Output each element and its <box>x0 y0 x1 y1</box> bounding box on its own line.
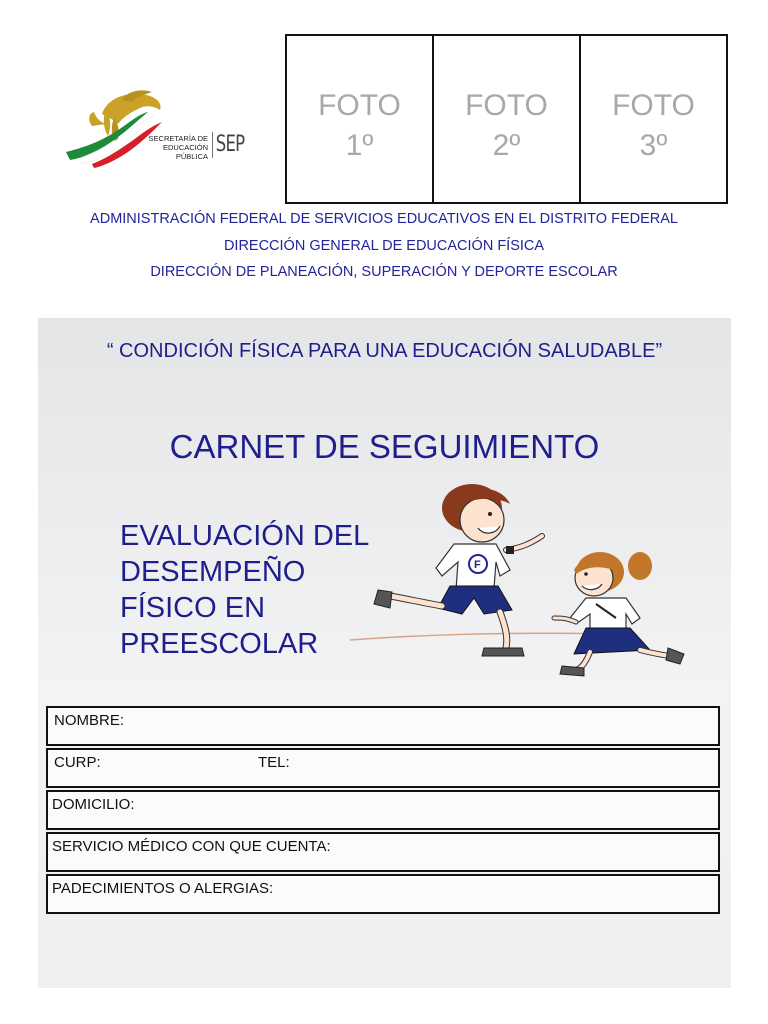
photo-number: 3º <box>639 129 668 162</box>
running-children-illustration <box>350 478 695 688</box>
student-info-form <box>46 706 720 914</box>
tel-label: TEL: <box>258 754 290 771</box>
logo-acronym: SEP <box>212 132 244 158</box>
document-subtitle: EVALUACIÓN DEL DESEMPEÑO FÍSICO EN PREESCOLAR <box>120 520 370 660</box>
photo-number: 2º <box>492 129 521 162</box>
photo-number: 1º <box>345 129 374 162</box>
photo-label: FOTO <box>318 89 401 122</box>
slogan: “ CONDICIÓN FÍSICA PARA UNA EDUCACIÓN SALUDABLE” <box>106 340 663 362</box>
photo-label: FOTO <box>465 89 548 122</box>
curp-tel-row[interactable] <box>46 748 720 788</box>
header-line-1: ADMINISTRACIÓN FEDERAL DE SERVICIOS EDUCATIVOS EN EL DISTRITO FEDERAL <box>90 211 678 227</box>
nombre-field[interactable] <box>46 706 720 746</box>
header-line-3: DIRECCIÓN DE PLANEACIÓN, SUPERACIÓN Y DEPORTE ESCOLAR <box>150 264 618 280</box>
domicilio-label: DOMICILIO: <box>52 796 135 813</box>
padecimientos-field[interactable] <box>46 874 720 914</box>
sep-logo <box>62 86 252 170</box>
curp-label: CURP: <box>54 754 101 771</box>
document-title: CARNET DE SEGUIMIENTO <box>169 428 600 465</box>
nombre-label: NOMBRE: <box>54 712 125 729</box>
servicio-medico-label: SERVICIO MÉDICO CON QUE CUENTA: <box>52 838 331 855</box>
photo-boxes <box>285 34 728 204</box>
logo-institution-name: SECRETARÍA DE EDUCACIÓN PÚBLICA <box>148 134 208 161</box>
photo-box-2 <box>432 34 581 204</box>
photo-label: FOTO <box>612 89 695 122</box>
padecimientos-label: PADECIMIENTOS O ALERGIAS: <box>52 880 274 897</box>
photo-box-1 <box>285 34 434 204</box>
header-line-2: DIRECCIÓN GENERAL DE EDUCACIÓN FÍSICA <box>223 238 545 254</box>
photo-box-3 <box>579 34 728 204</box>
servicio-medico-field[interactable] <box>46 832 720 872</box>
domicilio-field[interactable] <box>46 790 720 830</box>
running-kids-icon <box>350 478 695 683</box>
shirt-letter: F <box>474 559 481 571</box>
